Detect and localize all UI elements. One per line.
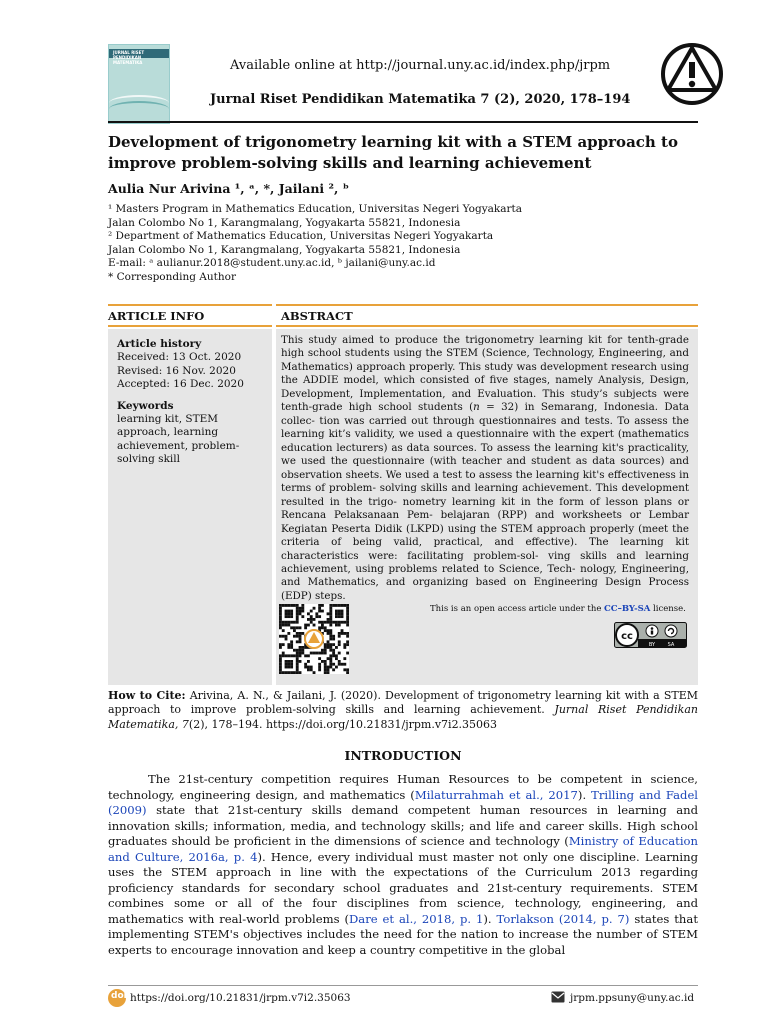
article-history	[117, 338, 267, 467]
article-title: Development of trigonometry learning kit with a STEM approach to improve problem-solving skills and learning achievement	[108, 133, 678, 172]
introduction-paragraph: The 21st-century competition requires Human Resources to be competent in science, technology, engineering design, and mathematics (Milaturrahmah et al., 2017). Trilling and Fadel (2009) state that 21st-century skills demand competent human resources in learning and innovation skills; information, media, and technology skills; and life and career skills. High school graduates should be proficient in the dimensions of science and technology (Ministry of Education and Culture, 2016a, p. 4). Hence, every individual must master not only one discipline. Learning uses the STEM approach in line with the expectations of the Curriculum 2013 regarding proficiency standards for secondary school graduates and 21st-century requirements. STEM combines some or all of the four disciplines from science, technology, engineering, and mathematics with real-world problems (Dare et al., 2018, p. 1). Torlakson (2014, p. 7) states that implementing STEM's objectives includes the need for the nation to increase the number of STEM experts to encourage innovation and keep a country competitive in the global	[108, 772, 699, 957]
introduction-heading: INTRODUCTION	[344, 748, 462, 763]
how-to-cite: How to Cite: Arivina, A. N., & Jailani, J. (2020). Development of trigonometry learning kit with a STEM approach to improve problem-solving skills and learning achievement. Jurnal Riset Pendidikan Matematika, 7(2), 178–194. https://doi.org/10.21831/jrpm.v7i2.35063	[108, 689, 698, 731]
corresponding-author-note: * Corresponding Author	[108, 270, 236, 283]
article-info-heading: ARTICLE INFO	[108, 309, 205, 323]
qr-code-icon[interactable]	[279, 604, 349, 674]
affiliation-line: Jalan Colombo No 1, Karangmalang, Yogyakarta 55821, Indonesia	[108, 216, 461, 229]
mail-icon	[551, 991, 565, 1003]
received-date: Received: 13 Oct. 2020	[117, 351, 242, 364]
doi-link[interactable]: https://doi.org/10.21831/jrpm.v7i2.35063	[130, 992, 351, 1004]
authors: Aulia Nur Arivina ¹, ᵃ, *, Jailani ², ᵇ	[108, 181, 349, 196]
abstract-heading: ABSTRACT	[281, 309, 353, 323]
citation-link[interactable]: Trilling and Fadel (2009)	[108, 787, 699, 817]
article-history-label: Article history	[117, 338, 202, 350]
citation-link[interactable]: Torlakson (2014, p. 7)	[496, 911, 630, 926]
journal-citation: Jurnal Riset Pendidikan Matematika 7 (2), 2020, 178–194	[210, 92, 631, 107]
accepted-date: Accepted: 16 Dec. 2020	[117, 378, 244, 391]
abstract-rule-top	[276, 304, 698, 306]
doi-icon: doi	[108, 989, 126, 1007]
article-info-rule-bottom	[108, 325, 272, 327]
citation-link[interactable]: Ministry of Education and Culture, 2016a, p. 4	[108, 834, 698, 864]
abstract-rule-bottom	[276, 325, 698, 327]
svg-text:SA: SA	[667, 642, 675, 648]
journal-logo-icon	[660, 42, 724, 106]
license-link[interactable]: CC–BY-SA	[604, 604, 651, 614]
keywords-label: Keywords	[117, 399, 174, 412]
footer-divider	[108, 985, 698, 986]
header-divider	[108, 121, 698, 123]
affiliations	[108, 203, 698, 285]
affiliation-line: ² Department of Mathematics Education, Universitas Negeri Yogyakarta	[108, 230, 494, 243]
email-line: E-mail: ᵃ aulianur.2018@student.uny.ac.id, ᵇ jailani@uny.ac.id	[108, 257, 436, 270]
cc-by-sa-license-icon[interactable]	[614, 622, 687, 648]
svg-text:BY: BY	[648, 642, 656, 648]
available-online-text: Available online at http://journal.uny.ac.id/index.php/jrpm	[230, 58, 611, 73]
open-access-note: This is an open access article under the CC–BY-SA license.	[430, 604, 686, 614]
citation-link[interactable]: Dare et al., 2018, p. 1	[348, 911, 484, 926]
svg-text:cc: cc	[621, 631, 633, 642]
revised-date: Revised: 16 Nov. 2020	[117, 364, 236, 377]
article-info-rule-top	[108, 304, 272, 306]
keywords: learning kit, STEM approach, learning achievement, problem-solving skill	[117, 413, 240, 466]
abstract-text: This study aimed to produce the trigonometry learning kit for tenth-grade high school students using the STEM (Science, Technology, Engineering, and Mathematics) approach properly. This study was development research using the ADDIE model, which consisted of five stages, namely Analysis, Design, Development, Implementation, and Evaluation. This study’s subjects were tenth-grade high school students (n = 32) in Semarang, Indonesia. Data collec- tion was carried out through questionnaires and tests. To assess the learning kit’s validity, we used a questionnaire with the expert (mathematics education lecturers) as data sources. To assess the learning kit's practicality, we used the questionnaire (with teacher and student as data sources) and observation sheets. We used a test to assess the learning kit's effectiveness in terms of problem- solving skills and learning achievement. This development resulted in the trigo- nometry learning kit in the form of lesson plans or Rencana Pelaksanaan Pem- belajaran (RPP) and worksheets or Lembar Kegiatan Peserta Didik (LKPD) using the STEM approach properly (meet the criteria of being valid, practical, and effective). The learning kit characteristics were: facilitating problem-sol- ving skills and learning achievement, using problems related to Science, Tech- nology, Engineering, and Mathematics, and organizing based on Engineering Design Process (EDP) steps.	[281, 334, 690, 602]
journal-email[interactable]: jrpm.ppsuny@uny.ac.id	[570, 992, 695, 1004]
affiliation-line: Jalan Colombo No 1, Karangmalang, Yogyakarta 55821, Indonesia	[108, 243, 461, 256]
journal-cover-thumbnail: JURNAL RISET PENDIDIKAN MATEMATIKA	[108, 44, 170, 124]
affiliation-line: ¹ Masters Program in Mathematics Education, Universitas Negeri Yogyakarta	[108, 203, 523, 215]
citation-link[interactable]: Milaturrahmah et al., 2017	[414, 787, 578, 802]
